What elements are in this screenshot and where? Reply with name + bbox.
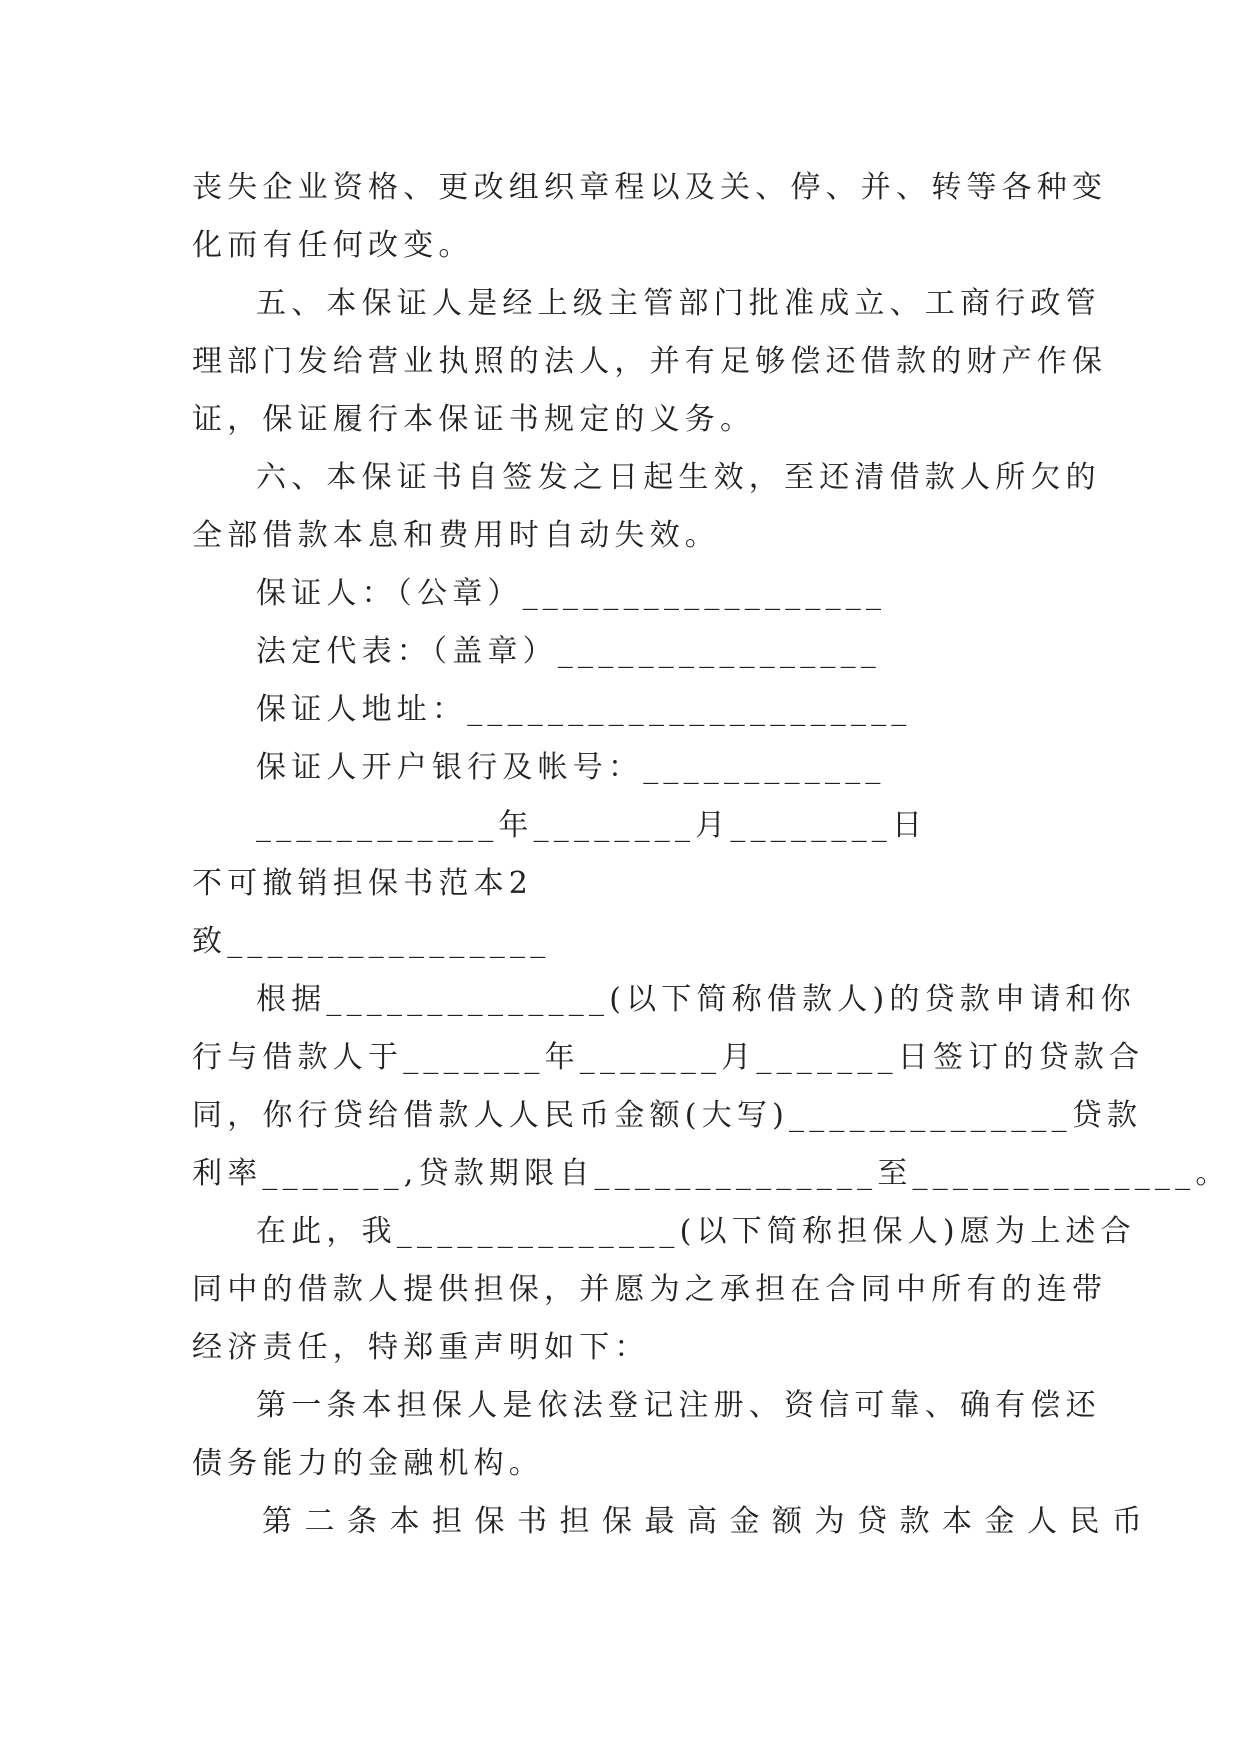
body-text-line: 在此，我______________(以下简称担保人)愿为上述合 xyxy=(256,1214,1136,1249)
body-text-line: 经济责任，特郑重声明如下： xyxy=(192,1330,650,1365)
clause-five-start: 五、本保证人是经上级主管部门批准成立、工商行政管 xyxy=(256,286,1101,321)
body-text-line: 根据______________(以下简称借款人)的贷款申请和你 xyxy=(256,982,1136,1017)
guarantor-seal-field: 保证人：（公章）__________________ xyxy=(256,576,887,611)
article-one-start: 第一条本担保人是依法登记注册、资信可靠、确有偿还 xyxy=(256,1388,1101,1423)
legal-representative-field: 法定代表：（盖章）________________ xyxy=(256,634,881,669)
body-text-line: 化而有任何改变。 xyxy=(192,228,474,263)
addressee-field: 致________________ xyxy=(192,924,551,959)
body-text-line: 债务能力的金融机构。 xyxy=(192,1446,544,1481)
body-text-line: 利率_______,贷款期限自______________至______________。 xyxy=(192,1156,1231,1191)
body-text-line: 行与借款人于_______年_______月_______日签订的贷款合 xyxy=(192,1040,1145,1075)
section-title: 不可撤销担保书范本2 xyxy=(192,866,534,901)
body-text-line: 同中的借款人提供担保，并愿为之承担在合同中所有的连带 xyxy=(192,1272,1108,1307)
body-text-line: 全部借款本息和费用时自动失效。 xyxy=(192,518,720,553)
date-field: ____________年________月________日 xyxy=(256,808,928,843)
article-two-start: 第二条本担保书担保最高金额为贷款本金人民币 xyxy=(262,1504,1155,1539)
body-text-line: 丧失企业资格、更改组织章程以及关、停、并、转等各种变 xyxy=(192,170,1108,205)
clause-six-start: 六、本保证书自签发之日起生效，至还清借款人所欠的 xyxy=(256,460,1101,495)
guarantor-bank-account-field: 保证人开户银行及帐号：____________ xyxy=(256,750,886,785)
body-text-line: 证，保证履行本保证书规定的义务。 xyxy=(192,402,756,437)
guarantor-address-field: 保证人地址：______________________ xyxy=(256,692,912,727)
body-text-line: 同，你行贷给借款人人民币金额(大写)______________贷款 xyxy=(192,1098,1143,1133)
body-text-line: 理部门发给营业执照的法人，并有足够偿还借款的财产作保 xyxy=(192,344,1108,379)
